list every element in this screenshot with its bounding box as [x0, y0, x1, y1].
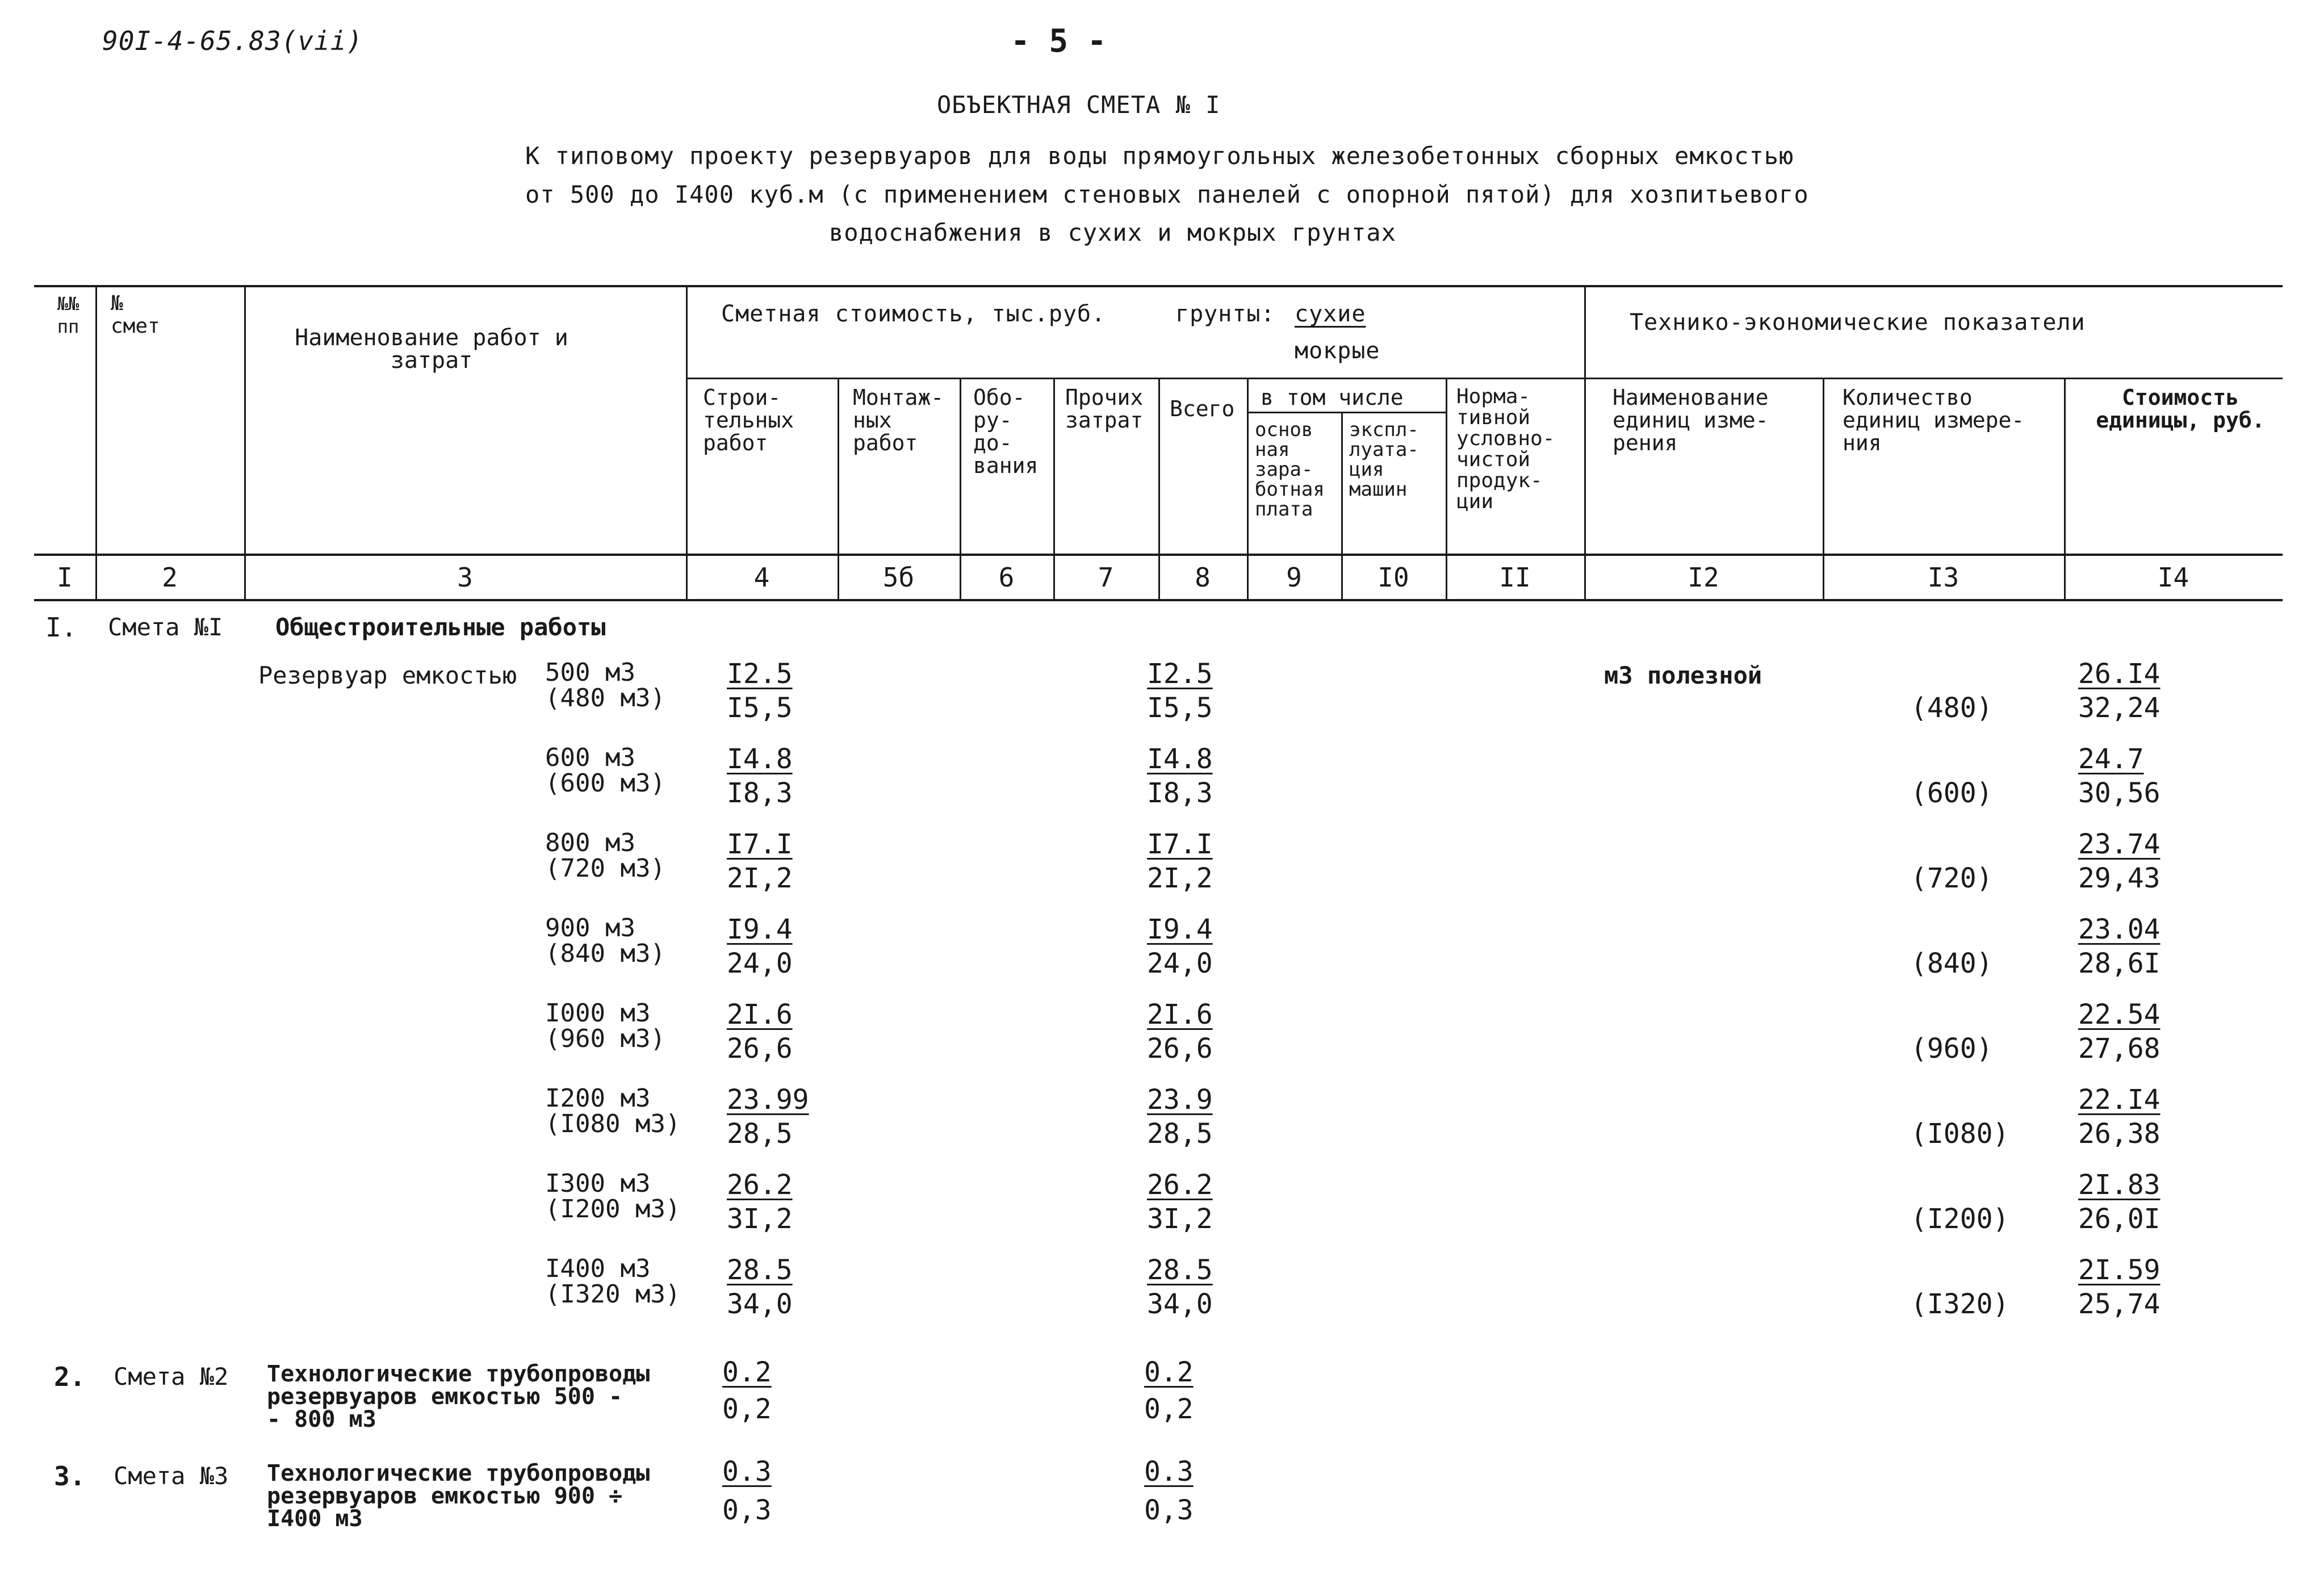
vline-11: [1584, 285, 1586, 599]
row-4-c4-wet: 24,0: [727, 948, 793, 979]
row-5-useful-volume: (960 м3): [545, 1024, 665, 1053]
header-mid-line: [686, 378, 2283, 379]
row-6-c4-wet: 28,5: [727, 1118, 793, 1150]
header-col-7: Прочих затрат: [1065, 385, 1144, 433]
col-num-3: 3: [457, 562, 473, 593]
row-3-c8-dry: I7.I: [1147, 828, 1213, 860]
row-4-useful-volume: (840 м3): [545, 939, 665, 968]
col-num-11: II: [1499, 562, 1531, 593]
header-col-6: Обо-ру-до-вания: [973, 385, 1039, 478]
section3-c4-wet: 0,3: [722, 1494, 772, 1526]
col-num-6: 6: [998, 562, 1015, 593]
row-5-qty: (960): [1911, 1033, 1993, 1065]
row-5-c8-wet: 26,6: [1147, 1033, 1213, 1065]
header-tech-econ: Технико-экономические показатели: [1630, 309, 2086, 336]
header-inner-line: [1247, 412, 1446, 413]
row-3-reservoir-size: 800 м3: [545, 828, 635, 857]
row-3-cost-wet: 29,43: [2078, 862, 2161, 894]
row-3-c4-dry: I7.I: [727, 828, 793, 860]
section3-name-line-2: резервуаров емкостью 900 ÷: [267, 1483, 623, 1509]
row-1-useful-volume: (480 м3): [545, 684, 665, 713]
vline-3: [686, 285, 688, 599]
header-work-name: Наименование работ и затрат: [295, 325, 568, 374]
vline-2: [244, 285, 246, 599]
section2-name-line-2: резервуаров емкостью 500 -: [267, 1384, 623, 1410]
col-num-14: I4: [2157, 562, 2189, 593]
row-8-qty: (I320): [1911, 1288, 2009, 1320]
col-num-7: 7: [1098, 562, 1114, 593]
row-2-cost-wet: 30,56: [2078, 777, 2161, 809]
row-8-c4-wet: 34,0: [727, 1288, 793, 1320]
row-2-useful-volume: (600 м3): [545, 769, 665, 798]
row-2-reservoir-size: 600 м3: [545, 743, 635, 772]
row-4-reservoir-size: 900 м3: [545, 914, 635, 942]
row-4-cost-wet: 28,6I: [2078, 948, 2161, 979]
row-1-qty: (480): [1911, 692, 1993, 724]
row-6-c8-dry: 23.9: [1147, 1084, 1213, 1116]
section2-c4-dry: 0.2: [722, 1356, 772, 1388]
header-col-14: Стоимость единицы, руб.: [2096, 385, 2265, 433]
section2-c8-dry: 0.2: [1144, 1356, 1194, 1388]
header-col-9: основ ная зара-ботная плата: [1255, 418, 1325, 521]
section1-smeta: Смета №I: [108, 613, 223, 641]
reservoir-label: Резервуар емкостью: [258, 661, 517, 689]
col-num-12: I2: [1688, 562, 1719, 593]
row-6-c4-dry: 23.99: [727, 1084, 809, 1116]
section3-smeta: Смета №3: [114, 1462, 229, 1490]
header-row-number: №№ пп: [57, 293, 79, 337]
col-num-10: I0: [1377, 562, 1409, 593]
section2-name-line-1: Технологические трубопроводы: [267, 1361, 650, 1387]
header-col-11: Норма-тивной условно-чистой продук-ции: [1456, 385, 1555, 513]
header-col-5: Монтаж-ных работ: [853, 385, 944, 455]
unit-label: м3 полезной: [1604, 661, 1762, 689]
row-5-c8-dry: 2I.6: [1147, 999, 1213, 1031]
row-2-qty: (600): [1911, 777, 1993, 809]
row-3-qty: (720): [1911, 862, 1993, 894]
section3-c8-wet: 0,3: [1144, 1494, 1194, 1526]
row-6-qty: (I080): [1911, 1118, 2009, 1150]
row-6-c8-wet: 28,5: [1147, 1118, 1213, 1150]
col-num-2: 2: [162, 562, 178, 593]
row-3-useful-volume: (720 м3): [545, 854, 665, 883]
row-5-c4-wet: 26,6: [727, 1033, 793, 1065]
subtitle-line-2: от 500 до I400 куб.м (с применением стеновых панелей с опорной пятой) для хозпитьевого: [525, 181, 1809, 208]
table-top-border: [34, 285, 2283, 287]
header-col-13: Количество единиц измере-ния: [1843, 385, 2025, 455]
page-number: - 5 -: [1011, 23, 1107, 60]
row-3-c4-wet: 2I,2: [727, 862, 793, 894]
row-4-c8-dry: I9.4: [1147, 914, 1213, 945]
row-8-c4-dry: 28.5: [727, 1254, 793, 1286]
row-4-cost-dry: 23.04: [2078, 914, 2161, 945]
header-col-8: Всего: [1170, 396, 1235, 421]
row-2-c4-wet: I8,3: [727, 777, 793, 809]
row-5-cost-wet: 27,68: [2078, 1033, 2161, 1065]
section2-c4-wet: 0,2: [722, 1393, 772, 1425]
row-1-cost-wet: 32,24: [2078, 692, 2161, 724]
row-1-cost-dry: 26.I4: [2078, 658, 2161, 690]
header-col-10: экспл-луата-ция машин: [1349, 418, 1419, 501]
row-2-cost-dry: 24.7: [2078, 743, 2144, 775]
row-6-reservoir-size: I200 м3: [545, 1084, 651, 1113]
row-8-useful-volume: (I320 м3): [545, 1280, 681, 1309]
section1-number: I.: [45, 612, 77, 643]
section3-number: 3.: [54, 1461, 86, 1492]
row-2-c8-wet: I8,3: [1147, 777, 1213, 809]
row-2-c4-dry: I4.8: [727, 743, 793, 775]
col-num-8: 8: [1195, 562, 1211, 593]
column-number-bottom-line: [34, 599, 2283, 601]
row-4-c8-wet: 24,0: [1147, 948, 1213, 979]
row-1-c8-wet: I5,5: [1147, 692, 1213, 724]
row-7-cost-dry: 2I.83: [2078, 1169, 2161, 1201]
row-6-cost-wet: 26,38: [2078, 1118, 2161, 1150]
section2-name-line-3: - 800 м3: [267, 1406, 376, 1432]
row-7-qty: (I200): [1911, 1203, 2009, 1235]
row-1-c4-wet: I5,5: [727, 692, 793, 724]
header-smeta-number: № смет: [111, 292, 160, 338]
row-3-c8-wet: 2I,2: [1147, 862, 1213, 894]
header-col-12: Наименование единиц изме-рения: [1613, 385, 1769, 455]
row-8-reservoir-size: I400 м3: [545, 1254, 651, 1283]
section2-number: 2.: [54, 1362, 86, 1392]
row-6-useful-volume: (I080 м3): [545, 1109, 681, 1138]
section3-name-line-3: I400 м3: [267, 1506, 363, 1532]
row-7-c8-dry: 26.2: [1147, 1169, 1213, 1201]
subtitle-line-3: водоснабжения в сухих и мокрых грунтах: [829, 219, 1396, 246]
row-8-cost-wet: 25,74: [2078, 1288, 2161, 1320]
header-grunty-dry: сухие: [1295, 301, 1366, 327]
header-grunty: грунты:: [1175, 301, 1275, 327]
row-5-cost-dry: 22.54: [2078, 999, 2161, 1031]
header-grunty-wet: мокрые: [1295, 338, 1380, 364]
header-col-4: Строи-тельных работ: [703, 385, 794, 455]
section3-c8-dry: 0.3: [1144, 1456, 1194, 1488]
row-7-c4-dry: 26.2: [727, 1169, 793, 1201]
section2-smeta: Смета №2: [114, 1363, 229, 1390]
header-col-9-10: в том числе: [1261, 385, 1404, 410]
row-1-c4-dry: I2.5: [727, 658, 793, 690]
document-code: 90I-4-65.83(vii): [102, 26, 363, 56]
row-2-c8-dry: I4.8: [1147, 743, 1213, 775]
row-6-cost-dry: 22.I4: [2078, 1084, 2161, 1116]
row-1-c8-dry: I2.5: [1147, 658, 1213, 690]
row-4-qty: (840): [1911, 948, 1993, 979]
row-8-c8-dry: 28.5: [1147, 1254, 1213, 1286]
row-1-reservoir-size: 500 м3: [545, 658, 635, 687]
section3-c4-dry: 0.3: [722, 1456, 772, 1488]
col-num-1: I: [57, 562, 73, 593]
row-7-reservoir-size: I300 м3: [545, 1169, 651, 1198]
row-7-useful-volume: (I200 м3): [545, 1195, 681, 1224]
row-7-c8-wet: 3I,2: [1147, 1203, 1213, 1235]
col-num-5: 5б: [882, 562, 915, 593]
col-num-9: 9: [1286, 562, 1302, 593]
row-7-cost-wet: 26,0I: [2078, 1203, 2161, 1235]
row-5-c4-dry: 2I.6: [727, 999, 793, 1031]
document-title: ОБЪЕКТНАЯ СМЕТА № I: [937, 91, 1221, 119]
subtitle-line-1: К типовому проекту резервуаров для воды прямоугольных железобетонных сборных емкостью: [525, 142, 1794, 170]
section1-name: Общестроительные работы: [275, 613, 606, 641]
row-4-c4-dry: I9.4: [727, 914, 793, 945]
section2-c8-wet: 0,2: [1144, 1393, 1194, 1425]
col-num-13: I3: [1927, 562, 1960, 593]
row-8-cost-dry: 2I.59: [2078, 1254, 2161, 1286]
section3-name-line-1: Технологические трубопроводы: [267, 1460, 650, 1486]
row-5-reservoir-size: I000 м3: [545, 999, 651, 1028]
row-8-c8-wet: 34,0: [1147, 1288, 1213, 1320]
header-smeta-cost: Сметная стоимость, тыс.руб.: [721, 301, 1106, 327]
vline-1: [95, 285, 97, 599]
col-num-4: 4: [753, 562, 770, 593]
row-3-cost-dry: 23.74: [2078, 828, 2161, 860]
row-7-c4-wet: 3I,2: [727, 1203, 793, 1235]
